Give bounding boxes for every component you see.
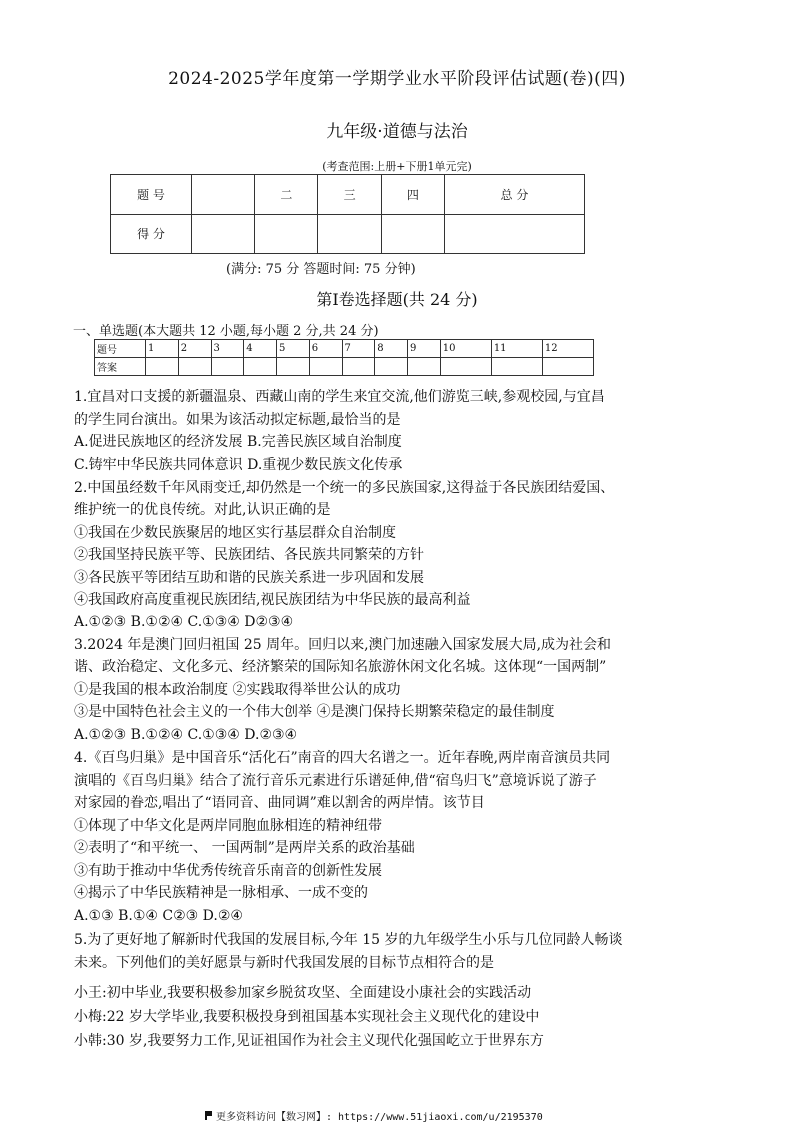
- exam-scope: (考查范围:上册+下册1单元完): [322, 160, 472, 173]
- score-cell: 四: [381, 175, 444, 215]
- answer-cell: 7: [342, 340, 375, 358]
- answer-cell: 答案: [95, 358, 146, 376]
- text-line: 演唱的《百鸟归巢》结合了流行音乐元素进行乐谱延伸,借“宿鸟归飞”意境诉说了游子: [74, 773, 597, 789]
- score-input-cell[interactable]: [192, 214, 255, 254]
- score-table-score-row: [111, 214, 585, 254]
- text-line: 2.中国虽经数千年风雨变迁,却仍然是一个统一的多民族国家,这得益于各民族团结爱国、: [74, 480, 615, 496]
- text-line: ③有助于推动中华优秀传统音乐南音的创新性发展: [74, 863, 382, 879]
- score-input-cell[interactable]: [255, 214, 318, 254]
- text-line: 小梅:22 岁大学毕业,我要积极投身到祖国基本实现社会主义现代化的建设中: [74, 1009, 540, 1025]
- score-input-cell[interactable]: [444, 214, 584, 254]
- answer-cell: 11: [491, 340, 542, 358]
- score-cell: 得 分: [111, 214, 192, 254]
- answer-input-cell[interactable]: [244, 358, 277, 376]
- score-input-cell[interactable]: [318, 214, 381, 254]
- answer-input-cell[interactable]: [491, 358, 542, 376]
- text-line: 小韩:30 岁,我要努力工作,见证祖国作为社会主义现代化强国屹立于世界东方: [74, 1033, 544, 1049]
- text-line: 未来。下列他们的美好愿景与新时代我国发展的目标节点相符合的是: [74, 955, 494, 971]
- answer-table: [94, 339, 594, 376]
- text-line: 1.宜昌对口支援的新疆温泉、西藏山南的学生来宜交流,他们游览三峡,参观校园,与宜昌: [74, 389, 605, 405]
- answer-cell: 4: [244, 340, 277, 358]
- text-line: 的学生同台演出。如果为该活动拟定标题,最恰当的是: [74, 412, 401, 428]
- answer-input-cell[interactable]: [542, 358, 593, 376]
- text-line: ②表明了“和平统一、 一国两制”是两岸关系的政治基础: [74, 840, 415, 856]
- answer-cell: 3: [211, 340, 244, 358]
- score-table: [110, 174, 585, 254]
- text-line: 维护统一的优良传统。对此,认识正确的是: [74, 502, 331, 518]
- section-title: 第Ⅰ卷选择题(共 24 分): [316, 290, 478, 309]
- answer-cell: 10: [440, 340, 491, 358]
- score-table-header-row: [111, 175, 585, 215]
- score-cell: 二: [255, 175, 318, 215]
- text-line: C.铸牢中华民族共同体意识 D.重视少数民族文化传承: [74, 457, 403, 473]
- text-line: ①体现了中华文化是两岸同胞血脉相连的精神纽带: [74, 818, 382, 834]
- answer-cell: 9: [408, 340, 441, 358]
- answer-input-cell[interactable]: [440, 358, 491, 376]
- score-cell: 一: [192, 175, 255, 215]
- text-line: A.①③ B.①④ C②③ D.②④: [74, 908, 243, 924]
- answer-cell: 12: [542, 340, 593, 358]
- answer-input-cell[interactable]: [408, 358, 441, 376]
- text-line: 3.2024 年是澳门回归祖国 25 周年。回归以来,澳门加速融入国家发展大局,成为社会和: [74, 637, 612, 653]
- answer-cell: 6: [309, 340, 342, 358]
- text-line: ①是我国的根本政治制度 ②实践取得举世公认的成功: [74, 682, 401, 698]
- text-line: A.①②③ B.①②④ C.①③④ D.②③④: [74, 727, 298, 743]
- text-line: 4.《百鸟归巢》是中国音乐“活化石”南音的四大名谱之一。近年春晚,两岸南音演员共同: [74, 750, 611, 766]
- score-input-cell[interactable]: [381, 214, 444, 254]
- exam-info: (满分: 75 分 答题时间: 75 分钟): [226, 262, 416, 277]
- text-line: ②我国坚持民族平等、民族团结、各民族共同繁荣的方针: [74, 547, 424, 563]
- answer-input-cell[interactable]: [309, 358, 342, 376]
- text-line: ④揭示了中华民族精神是一脉相承、一成不变的: [74, 885, 368, 901]
- text-line: 小王:初中毕业,我要积极参加家乡脱贫攻坚、全面建设小康社会的实践活动: [74, 985, 532, 1001]
- text-line: 5.为了更好地了解新时代我国的发展目标,今年 15 岁的九年级学生小乐与几位同龄人畅谈: [74, 932, 623, 948]
- answer-table-answer-row: [95, 358, 594, 376]
- text-line: ④我国政府高度重视民族团结,视民族团结为中华民族的最高利益: [74, 592, 471, 608]
- footer-text: 更多资料访问【数习网】: https://www.51jiaoxi.com/u/2195370: [216, 1112, 543, 1123]
- answer-cell: 8: [375, 340, 408, 358]
- answer-input-cell[interactable]: [277, 358, 310, 376]
- footer-link[interactable]: [205, 1108, 543, 1123]
- answer-input-cell[interactable]: [178, 358, 211, 376]
- text-line: ③各民族平等团结互助和谐的民族关系进一步巩固和发展: [74, 570, 424, 586]
- score-cell: 题 号: [111, 175, 192, 215]
- answer-cell: 1: [146, 340, 179, 358]
- answer-table-number-row: [95, 340, 594, 358]
- exam-title: 2024-2025学年度第一学期学业水平阶段评估试题(卷)(四): [168, 69, 626, 89]
- answer-input-cell[interactable]: [375, 358, 408, 376]
- answer-cell: 5: [277, 340, 310, 358]
- answer-cell: 题号: [95, 340, 146, 358]
- text-line: 谐、政治稳定、文化多元、经济繁荣的国际知名旅游休闲文化名城。这体现“一国两制”: [74, 659, 607, 675]
- part-heading: 一、单选题(本大题共 12 小题,每小题 2 分,共 24 分): [73, 324, 379, 339]
- text-line: ③是中国特色社会主义的一个伟大创举 ④是澳门保持长期繁荣稳定的最佳制度: [74, 704, 555, 720]
- flag-icon: [205, 1111, 212, 1120]
- text-line: 对家园的眷恋,唱出了“语同音、曲同调”难以割舍的两岸情。该节目: [74, 795, 485, 811]
- text-line: A.①②③ B.①②④ C.①③④ D②③④: [74, 614, 294, 630]
- answer-input-cell[interactable]: [146, 358, 179, 376]
- score-cell: 三: [318, 175, 381, 215]
- score-cell: 总 分: [444, 175, 584, 215]
- text-line: ①我国在少数民族聚居的地区实行基层群众自治制度: [74, 525, 396, 541]
- exam-subtitle: 九年级·道德与法治: [326, 122, 468, 142]
- answer-input-cell[interactable]: [342, 358, 375, 376]
- answer-cell: 2: [178, 340, 211, 358]
- answer-input-cell[interactable]: [211, 358, 244, 376]
- text-line: A.促进民族地区的经济发展 B.完善民族区域自治制度: [74, 434, 402, 450]
